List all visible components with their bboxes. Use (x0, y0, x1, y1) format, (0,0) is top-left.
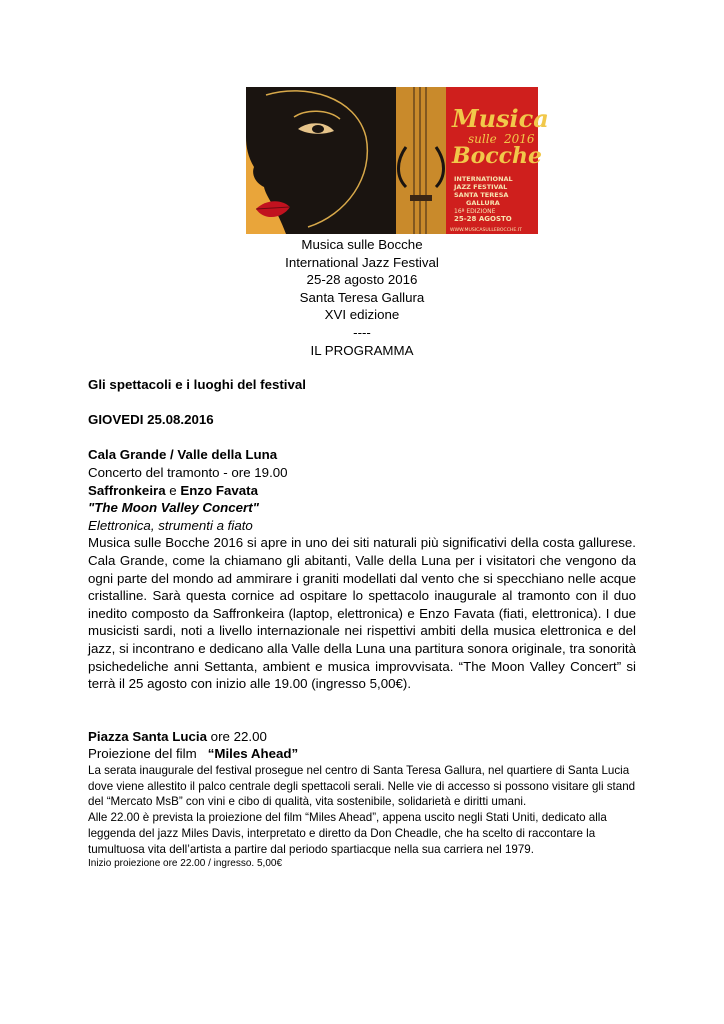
event1-and: e (165, 482, 181, 498)
event2-venue-line (88, 728, 636, 746)
svg-text:25-28 AGOSTO: 25-28 AGOSTO (454, 215, 512, 223)
svg-text:Bocche: Bocche (452, 143, 543, 169)
event1-artists (88, 482, 636, 500)
festival-header (0, 236, 724, 359)
header-subtitle: International Jazz Festival (285, 254, 439, 270)
event1-genre: Elettronica, strumenti a fiato (88, 517, 253, 533)
event2-note: Inizio proiezione ore 22.00 / ingresso. 5,00€ (88, 858, 283, 870)
header-dates: 25-28 agosto 2016 (306, 272, 418, 288)
event1-title: "The Moon Valley Concert" (88, 500, 259, 516)
festival-poster-image (246, 87, 549, 234)
section-title: Gli spettacoli e i luoghi del festival (88, 377, 306, 392)
event2-time: ore 22.00 (206, 728, 267, 744)
svg-text:2016: 2016 (504, 132, 535, 146)
svg-text:JAZZ FESTIVAL: JAZZ FESTIVAL (454, 183, 508, 191)
event2-paragraph1: La serata inaugurale del festival prosegue nel centro di Santa Teresa Gallura, nel quartiere di Santa Lucia dove viene allestito il palco centrale degli spettacoli serali. Nelle vie di accesso si possono visitare gli stand del “Mercato MsB” con vini e cibo di qualità, vita sostenibile, solidarietà e diritti umani. (88, 764, 636, 809)
event1-artist2: Enzo Favata (180, 482, 258, 498)
header-festival-name: Musica sulle Bocche (301, 237, 423, 252)
program-content (88, 376, 636, 871)
svg-text:INTERNATIONAL: INTERNATIONAL (454, 175, 513, 183)
header-location: Santa Teresa Gallura (299, 289, 425, 305)
event2-film-title: “Miles Ahead” (207, 746, 299, 762)
svg-text:16ª EDIZIONE: 16ª EDIZIONE (454, 208, 496, 215)
poster-illustration (246, 87, 549, 234)
svg-text:sulle: sulle (468, 132, 497, 146)
event1-venue: Cala Grande / Valle della Luna (88, 447, 278, 463)
event2-film-line (88, 745, 636, 763)
header-divider: ---- (353, 324, 371, 340)
svg-text:GALLURA: GALLURA (466, 199, 500, 207)
svg-text:WWW.MUSICASULLEBOCCHE.IT: WWW.MUSICASULLEBOCCHE.IT (450, 228, 522, 233)
header-edition: XVI edizione (324, 307, 400, 323)
event1-artist1: Saffronkeira (88, 482, 166, 498)
event1-description: Musica sulle Bocche 2016 si apre in uno dei siti naturali più significativi della costa gallurese. Cala Grande, come la chiamano gli abitanti, Valle della Luna per i visitatori che vengono da ogni parte del mondo ad ammirare i graniti modellati dal vento che si specchiano nelle acque cristalline. Sarà questa cornice ad ospitare lo spettacolo inaugurale al tramonto con il duo inedito composto da Saffronkeira (laptop, elettronica) e Enzo Favata (fiati, elettronica). I due musicisti sardi, noti a livello internazionale nei rispettivi ambiti della musica elettronica e del jazz, si incontrano e dedicano alla Valle della Luna una partitura sonora originale, tra sonorità psichedeliche anni Settanta, ambient e musica improvvisata. “The Moon Valley Concert” si terrà il 25 agosto con inizio alle 19.00 (ingresso 5,00€). (88, 535, 636, 692)
event1-time: Concerto del tramonto - ore 19.00 (88, 464, 288, 480)
event2-film-prefix: Proiezione del film (88, 746, 208, 762)
event2-paragraph2: Alle 22.00 è prevista la proiezione del film “Miles Ahead”, appena uscito negli Stati Uniti, dedicato alla leggenda del jazz Miles Davis, interpretato e diretto da Don Cheadle, che ha scelto di raccontare la tumultuosa vita dell’artista a partire dal periodo spartiacque nella sua carriera nel 1979. (88, 811, 607, 856)
event2-venue: Piazza Santa Lucia (88, 728, 207, 744)
svg-text:SANTA TERESA: SANTA TERESA (454, 191, 509, 199)
header-program-title: IL PROGRAMMA (310, 342, 414, 358)
day-heading: GIOVEDI 25.08.2016 (88, 412, 214, 428)
svg-text:Musica: Musica (452, 104, 549, 133)
